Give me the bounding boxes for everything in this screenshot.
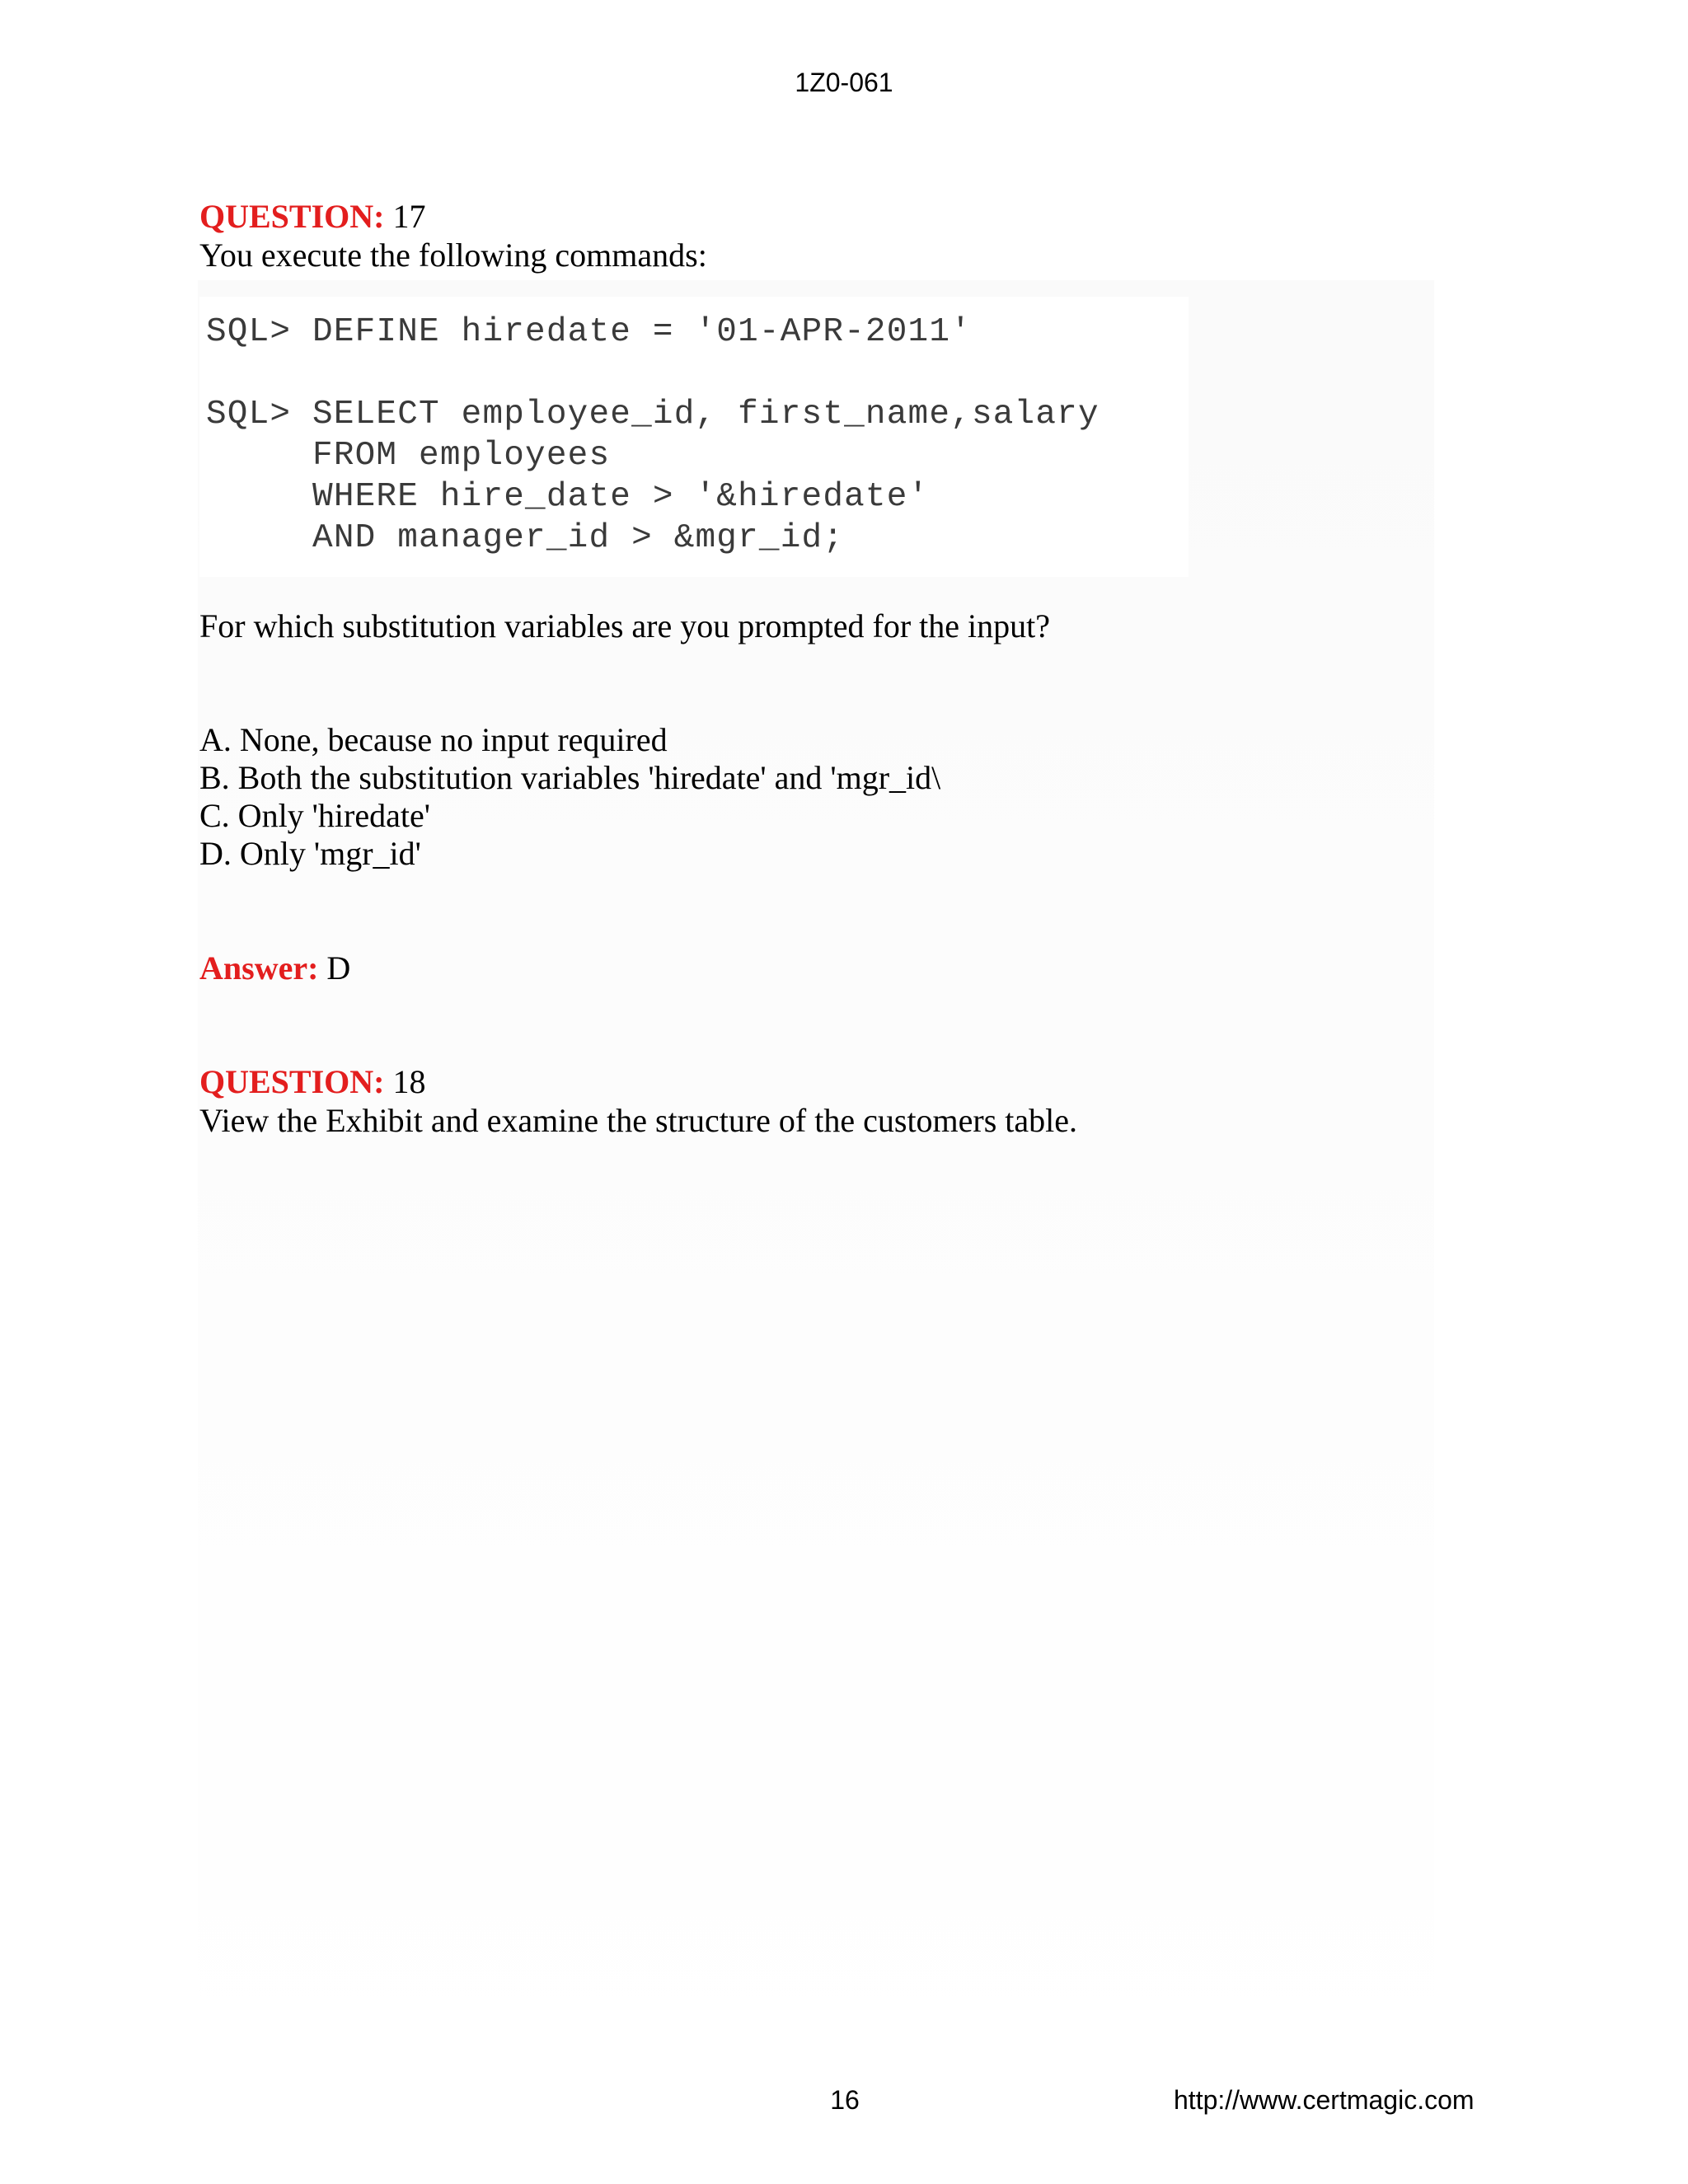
code-line: FROM employees: [206, 437, 611, 475]
answer-line: [199, 949, 350, 987]
question-17-intro: You execute the following commands:: [199, 237, 707, 274]
question-17-heading: [199, 198, 426, 236]
option-c: C. Only 'hiredate': [199, 797, 430, 834]
question-number: 17: [392, 198, 426, 235]
answer-value: D: [326, 949, 351, 987]
question-17-prompt: For which substitution variables are you prompted for the input?: [199, 607, 1051, 644]
question-18-heading: [199, 1063, 426, 1101]
question-label: QUESTION:: [199, 1063, 385, 1100]
option-b: B. Both the substitution variables 'hiredate' and 'mgr_id\: [199, 759, 941, 796]
sql-code-exhibit: [199, 297, 1189, 577]
code-line: AND manager_id > &mgr_id;: [206, 519, 845, 557]
code-line: WHERE hire_date > '&hiredate': [206, 478, 930, 516]
question-18-intro: View the Exhibit and examine the structure of the customers table.: [199, 1102, 1078, 1139]
question-number: 18: [392, 1063, 426, 1100]
answer-label: Answer:: [199, 949, 319, 987]
option-d: D. Only 'mgr_id': [199, 835, 421, 872]
exam-code-header: 1Z0-061: [795, 68, 893, 97]
page-number: 16: [830, 2085, 860, 2115]
question-label: QUESTION:: [199, 198, 385, 235]
code-line: SQL> DEFINE hiredate = '01-APR-2011': [206, 313, 972, 351]
code-line: SQL> SELECT employee_id, first_name,salary: [206, 396, 1100, 434]
footer-url-link[interactable]: http://www.certmagic.com: [1174, 2085, 1475, 2115]
option-a: A. None, because no input required: [199, 721, 668, 758]
